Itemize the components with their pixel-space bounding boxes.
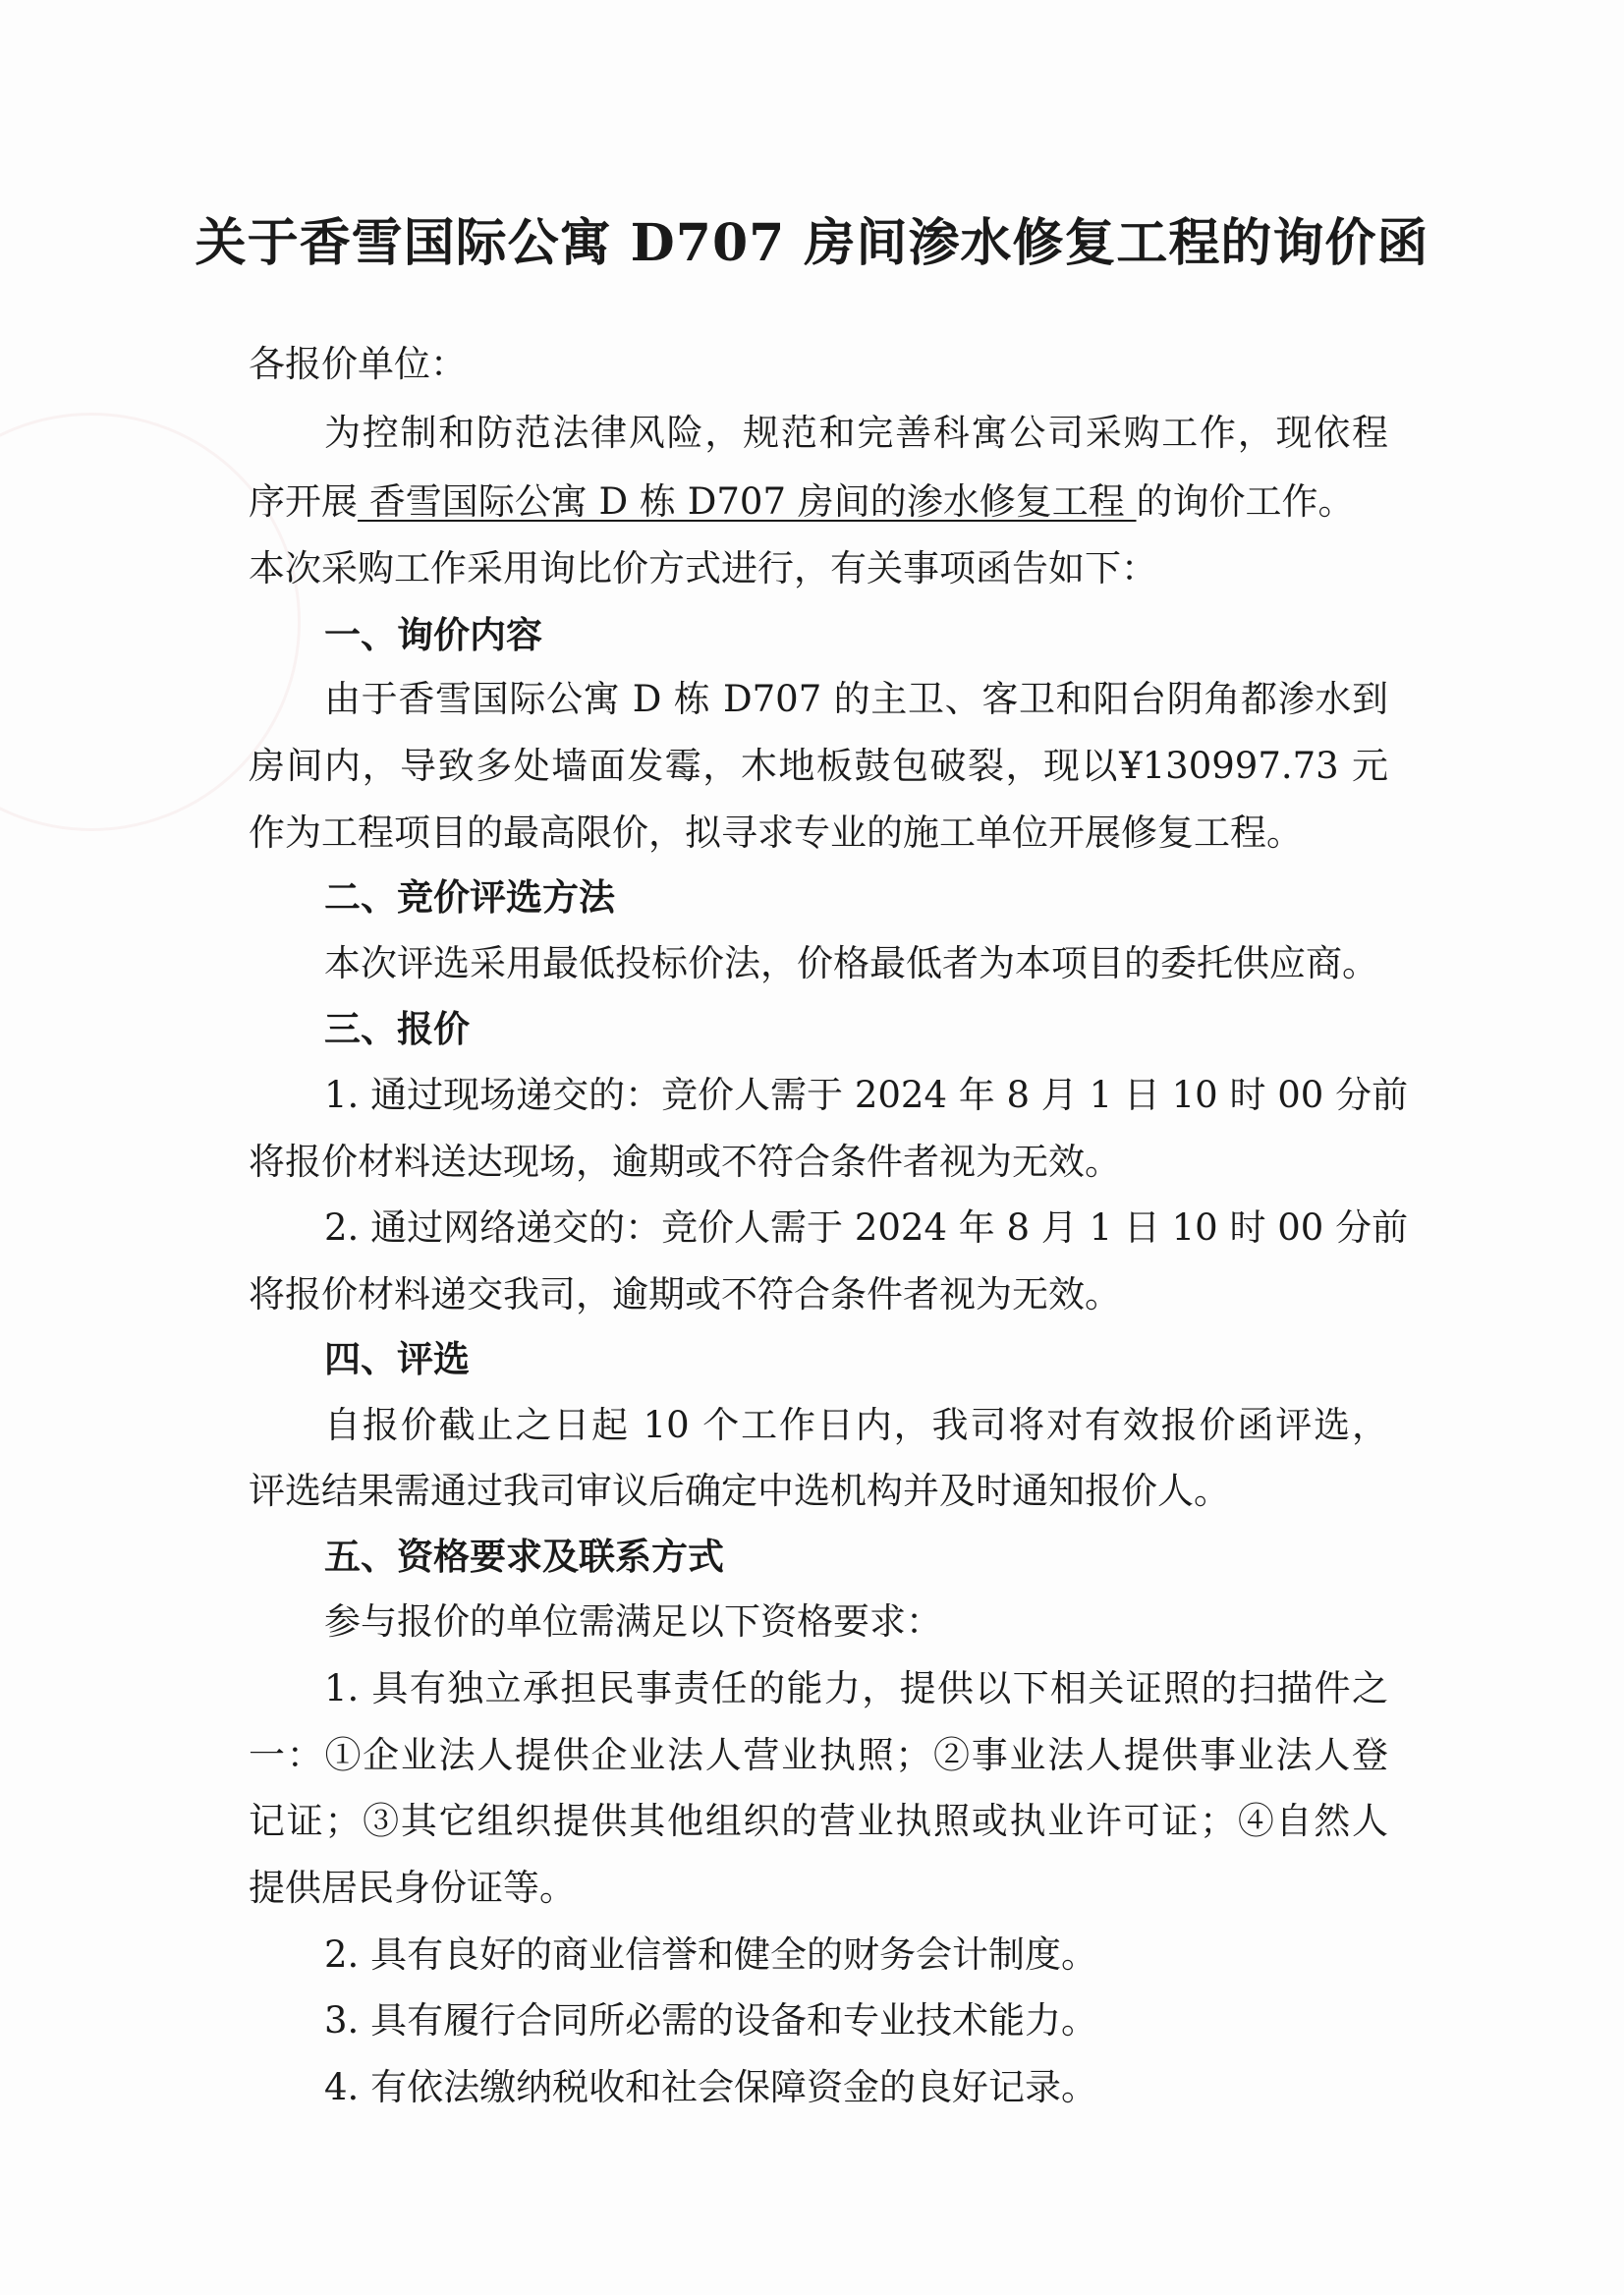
section-3-heading: 三、报价 bbox=[324, 1007, 470, 1050]
requirement-1-line-1: 1. 具有独立承担民事责任的能力，提供以下相关证照的扫描件之 bbox=[324, 1667, 1388, 1709]
intro-line-2 bbox=[249, 479, 1388, 525]
section-1-line-3: 作为工程项目的最高限价，拟寻求专业的施工单位开展修复工程。 bbox=[249, 812, 1303, 854]
requirement-3: 3. 具有履行合同所必需的设备和专业技术能力。 bbox=[324, 1999, 1098, 2042]
section-2-line-1: 本次评选采用最低投标价法，价格最低者为本项目的委托供应商。 bbox=[324, 942, 1378, 984]
intro-line-3: 本次采购工作采用询比价方式进行，有关事项函告如下： bbox=[249, 547, 1157, 589]
salutation: 各报价单位： bbox=[249, 343, 467, 385]
section-5-intro: 参与报价的单位需满足以下资格要求： bbox=[324, 1600, 942, 1643]
section-4-line-2: 评选结果需通过我司审议后确定中选机构并及时通知报价人。 bbox=[249, 1470, 1230, 1512]
intro-line-2-prefix: 序开展 bbox=[249, 480, 358, 523]
section-3-item-2-line-1: 2. 通过网络递交的：竞价人需于 2024 年 8 月 1 日 10 时 00 分前 bbox=[324, 1206, 1409, 1249]
requirement-1-line-3: 记证；③其它组织提供其他组织的营业执照或执业许可证；④自然人 bbox=[249, 1800, 1388, 1842]
document-title: 关于香雪国际公寓 D707 房间渗水修复工程的询价函 bbox=[195, 213, 1429, 273]
section-1-line-2: 房间内，导致多处墙面发霉，木地板鼓包破裂，现以¥130997.73 元 bbox=[249, 745, 1388, 787]
section-4-line-1: 自报价截止之日起 10 个工作日内，我司将对有效报价函评选， bbox=[324, 1404, 1388, 1446]
requirement-1-line-2: 一：①企业法人提供企业法人营业执照；②事业法人提供事业法人登 bbox=[249, 1734, 1388, 1776]
intro-line-1: 为控制和防范法律风险，规范和完善科寓公司采购工作，现依程 bbox=[324, 412, 1388, 454]
requirement-2: 2. 具有良好的商业信誉和健全的财务会计制度。 bbox=[324, 1933, 1098, 1976]
requirement-1-line-4: 提供居民身份证等。 bbox=[249, 1867, 576, 1909]
requirement-4: 4. 有依法缴纳税收和社会保障资金的良好记录。 bbox=[324, 2066, 1098, 2108]
project-name-underlined: 香雪国际公寓 D 栋 D707 房间的渗水修复工程 bbox=[358, 480, 1137, 523]
section-1-line-1: 由于香雪国际公寓 D 栋 D707 的主卫、客卫和阳台阴角都渗水到 bbox=[324, 678, 1388, 720]
section-3-item-2-line-2: 将报价材料递交我司，逾期或不符合条件者视为无效。 bbox=[249, 1273, 1121, 1315]
section-3-item-1-line-1: 1. 通过现场递交的：竞价人需于 2024 年 8 月 1 日 10 时 00 分前 bbox=[324, 1074, 1409, 1116]
section-1-heading: 一、询价内容 bbox=[324, 613, 542, 656]
section-5-heading: 五、资格要求及联系方式 bbox=[324, 1535, 724, 1578]
section-4-heading: 四、评选 bbox=[324, 1337, 470, 1380]
section-3-item-1-line-2: 将报价材料送达现场，逾期或不符合条件者视为无效。 bbox=[249, 1141, 1121, 1183]
intro-line-2-suffix: 的询价工作。 bbox=[1136, 480, 1355, 523]
section-2-heading: 二、竞价评选方法 bbox=[324, 875, 615, 919]
